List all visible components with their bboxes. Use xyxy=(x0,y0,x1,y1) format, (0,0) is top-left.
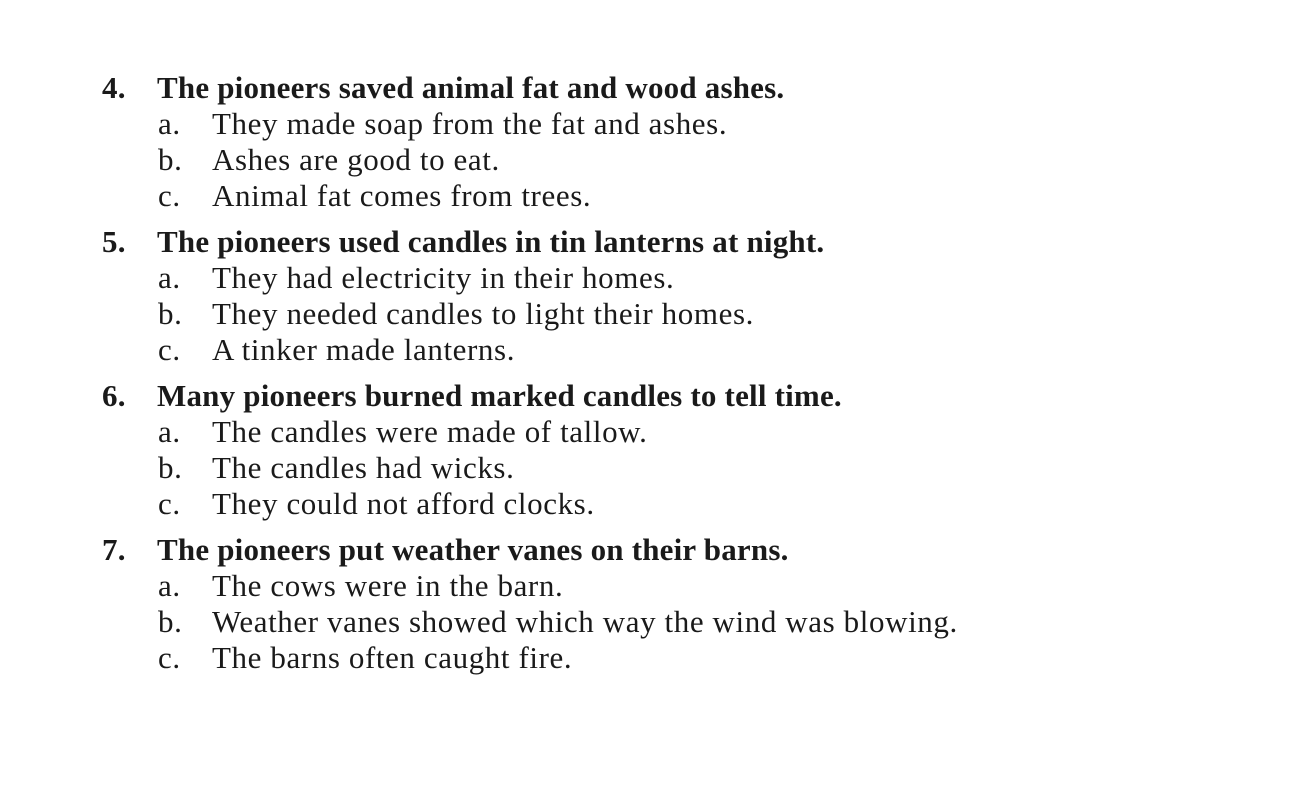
answer-option-a xyxy=(0,568,1300,604)
option-letter: b. xyxy=(158,604,183,639)
option-letter: c. xyxy=(158,332,181,367)
option-text: The candles were made of tallow. xyxy=(212,414,648,449)
option-text: Animal fat comes from trees. xyxy=(212,178,592,213)
option-text: A tinker made lanterns. xyxy=(212,332,516,367)
question-number: 4. xyxy=(102,70,126,105)
question-statement: Many pioneers burned marked candles to tell time. xyxy=(157,378,842,413)
option-text: The barns often caught fire. xyxy=(212,640,573,675)
question-statement: The pioneers saved animal fat and wood ashes. xyxy=(157,70,785,105)
answer-option-b xyxy=(0,296,1300,332)
option-letter: c. xyxy=(158,178,181,213)
question-4 xyxy=(0,70,1300,214)
question-6 xyxy=(0,378,1300,522)
question-number: 5. xyxy=(102,224,126,259)
option-text: The candles had wicks. xyxy=(212,450,515,485)
answer-option-c xyxy=(0,332,1300,368)
question-statement-line xyxy=(0,70,1300,106)
answer-option-c xyxy=(0,486,1300,522)
question-statement: The pioneers put weather vanes on their barns. xyxy=(157,532,789,567)
option-text: Weather vanes showed which way the wind was blowing. xyxy=(212,604,958,639)
question-statement-line xyxy=(0,532,1300,568)
option-letter: a. xyxy=(158,260,181,295)
answer-option-b xyxy=(0,142,1300,178)
question-5 xyxy=(0,224,1300,368)
answer-option-a xyxy=(0,414,1300,450)
option-letter: b. xyxy=(158,450,183,485)
option-text: They made soap from the fat and ashes. xyxy=(212,106,728,141)
option-text: They needed candles to light their homes. xyxy=(212,296,754,331)
answer-option-c xyxy=(0,178,1300,214)
question-statement-line xyxy=(0,224,1300,260)
option-letter: b. xyxy=(158,296,183,331)
answer-option-b xyxy=(0,604,1300,640)
question-7 xyxy=(0,532,1300,676)
option-letter: a. xyxy=(158,568,181,603)
option-text: They had electricity in their homes. xyxy=(212,260,675,295)
option-letter: c. xyxy=(158,486,181,521)
question-statement: The pioneers used candles in tin lanterns at night. xyxy=(157,224,825,259)
option-text: They could not afford clocks. xyxy=(212,486,595,521)
option-text: The cows were in the barn. xyxy=(212,568,564,603)
option-letter: a. xyxy=(158,106,181,141)
option-text: Ashes are good to eat. xyxy=(212,142,500,177)
option-letter: a. xyxy=(158,414,181,449)
answer-option-a xyxy=(0,260,1300,296)
answer-option-a xyxy=(0,106,1300,142)
question-number: 6. xyxy=(102,378,126,413)
question-statement-line xyxy=(0,378,1300,414)
option-letter: c. xyxy=(158,640,181,675)
question-number: 7. xyxy=(102,532,126,567)
answer-option-c xyxy=(0,640,1300,676)
option-letter: b. xyxy=(158,142,183,177)
answer-option-b xyxy=(0,450,1300,486)
